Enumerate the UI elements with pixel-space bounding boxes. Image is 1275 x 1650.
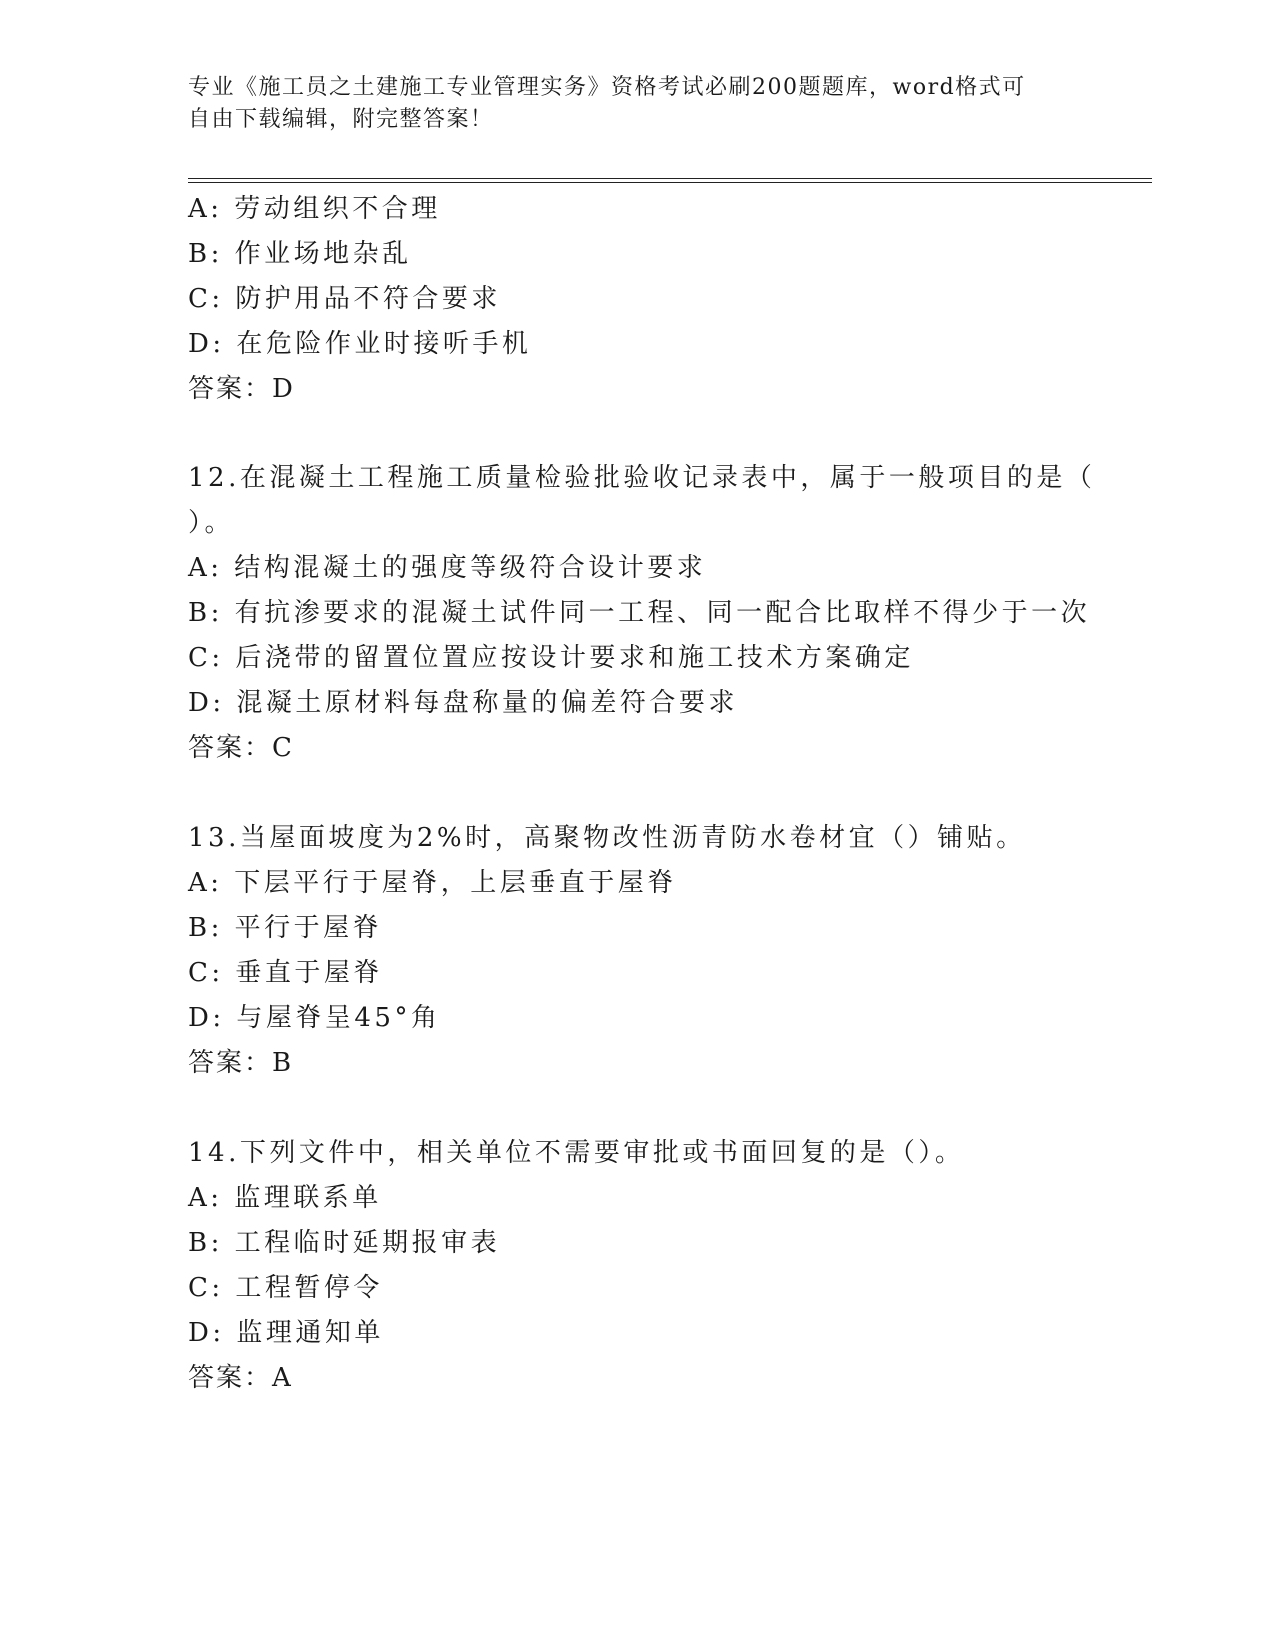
q12-option-c: C: 后浇带的留置位置应按设计要求和施工技术方案确定 xyxy=(188,643,914,673)
header-rule-bottom xyxy=(188,182,1152,183)
q14-option-a: A: 监理联系单 xyxy=(188,1183,382,1213)
q14-option-b: B: 工程临时延期报审表 xyxy=(188,1228,501,1258)
header-line-2: 自由下载编辑，附完整答案！ xyxy=(188,107,494,132)
q12-option-d: D: 混凝土原材料每盘称量的偏差符合要求 xyxy=(188,688,738,718)
q12-stem-line-2: ）。 xyxy=(188,508,235,538)
q13-option-a: A: 下层平行于屋脊，上层垂直于屋脊 xyxy=(188,868,677,898)
q11-option-a: A: 劳动组织不合理 xyxy=(188,194,441,224)
q13-answer: 答案：B xyxy=(188,1048,294,1078)
q11-answer: 答案：D xyxy=(188,374,295,404)
q14-stem: 14.下列文件中，相关单位不需要审批或书面回复的是（）。 xyxy=(188,1138,965,1168)
header-line-1: 专业《施工员之土建施工专业管理实务》资格考试必刷200题题库，word格式可 xyxy=(188,75,1026,100)
q13-option-c: C: 垂直于屋脊 xyxy=(188,958,383,988)
document-header xyxy=(188,72,1088,136)
q14-option-d: D: 监理通知单 xyxy=(188,1318,384,1348)
q12-option-b: B: 有抗渗要求的混凝土试件同一工程、同一配合比取样不得少于一次 xyxy=(188,598,1091,628)
q13-option-b: B: 平行于屋脊 xyxy=(188,913,383,943)
q12-stem-line-1: 12.在混凝土工程施工质量检验批验收记录表中，属于一般项目的是（ xyxy=(188,463,1096,493)
q14-option-c: C: 工程暂停令 xyxy=(188,1273,383,1303)
q13-option-d: D: 与屋脊呈45°角 xyxy=(188,1003,441,1033)
q11-option-b: B: 作业场地杂乱 xyxy=(188,239,412,269)
q11-option-c: C: 防护用品不符合要求 xyxy=(188,284,501,314)
q13-stem: 13.当屋面坡度为2%时，高聚物改性沥青防水卷材宜（）铺贴。 xyxy=(188,823,1026,853)
q14-answer: 答案：A xyxy=(188,1363,293,1393)
q11-option-d: D: 在危险作业时接听手机 xyxy=(188,329,532,359)
q12-option-a: A: 结构混凝土的强度等级符合设计要求 xyxy=(188,553,707,583)
header-rule-top xyxy=(188,178,1152,179)
q12-answer: 答案：C xyxy=(188,733,294,763)
